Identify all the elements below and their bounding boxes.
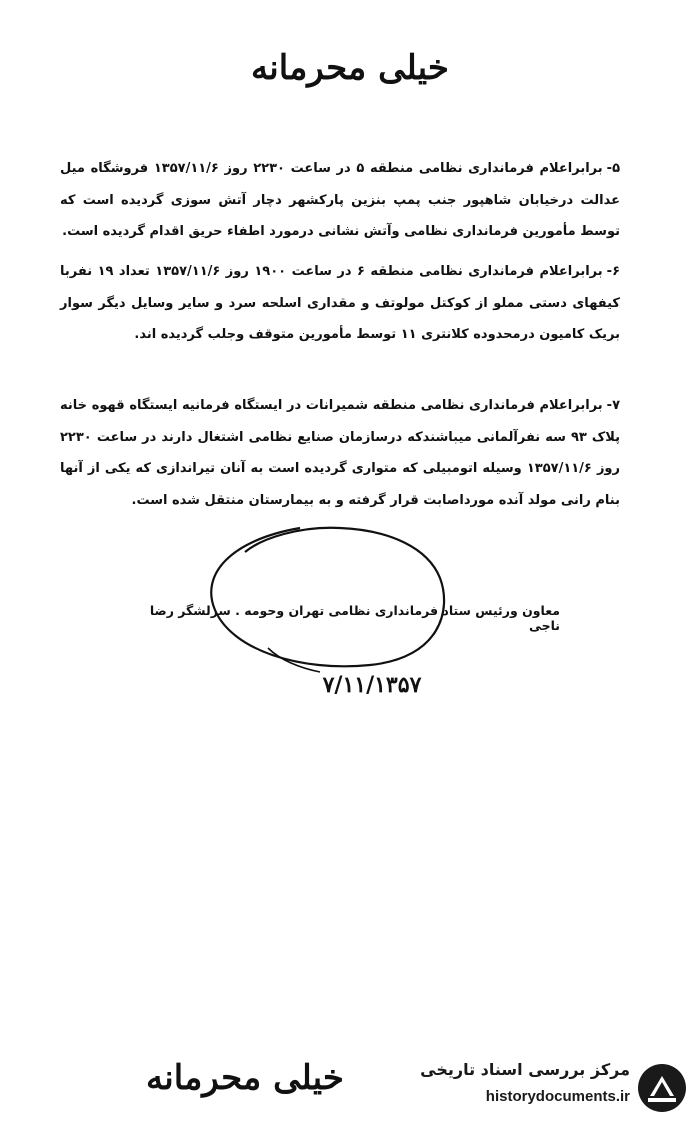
watermark <box>390 1058 630 1118</box>
paragraph-7 <box>60 390 620 516</box>
handwritten-date: ۷/۱۱/۱۳۵۷ <box>322 672 422 698</box>
signature-loop <box>211 528 444 667</box>
classification-header: خیلی محرمانه <box>251 48 449 88</box>
classification-footer: خیلی محرمانه <box>146 1058 344 1098</box>
paragraph-number: ۶- <box>606 264 620 279</box>
signature-tail <box>268 648 320 672</box>
paragraph-text: برابراعلام فرمانداری نظامی منطقه ۵ در ساعت ۲۲۳۰ روز ۱۳۵۷/۱۱/۶ فروشگاه میل عدالت درخیابان شاهپور جنب پمپ بنزین پارکشهر دچار آتش سوزی گردیده است که توسط مأمورین فرمانداری نظامی وآتش نشانی درمورد اطفاء حریق اقدام گردیده است. <box>60 161 620 239</box>
watermark-url: historydocuments.ir <box>485 1088 630 1105</box>
archive-logo-icon <box>636 1062 688 1114</box>
paragraph-text: برابراعلام فرمانداری نظامی منطقه شمیرانات در ایستگاه فرمانیه ایستگاه قهوه خانه پلاک ۹۳ سه نفرآلمانی میباشندکه درسازمان صنایع نظامی اشتغال دارند در ساعت ۲۲۳۰ روز ۱۳۵۷/۱۱/۶ وسیله اتومبیلی که متواری گردیده است به آنان تیراندازی که یکی از آنها بنام رانی مولد آنده مورداصابت قرار گرفته و به بیمارستان منتقل شده است. <box>60 398 620 508</box>
signatory-title: معاون ورئیس ستاد فرمانداری نظامی تهران وحومه . سرلشگر رضا ناجی <box>149 603 560 633</box>
paragraph-text: برابراعلام فرمانداری نظامی منطقه ۶ در ساعت ۱۹۰۰ روز ۱۳۵۷/۱۱/۶ تعداد ۱۹ نفربا کیفهای دستی مملو از کوکتل مولوتف و مقداری اسلحه سرد و سایر وسایل دیگر سوار بریک کامیون درمحدوده کلانتری ۱۱ توسط مأمورین متوقف وجلب گردیده اند. <box>60 264 620 342</box>
paragraph-5 <box>60 153 620 248</box>
watermark-title: مرکز بررسی اسناد تاریخی <box>420 1060 630 1079</box>
paragraph-number: ۷- <box>606 398 620 413</box>
paragraph-number: ۵- <box>606 161 620 176</box>
paragraph-6 <box>60 256 620 351</box>
